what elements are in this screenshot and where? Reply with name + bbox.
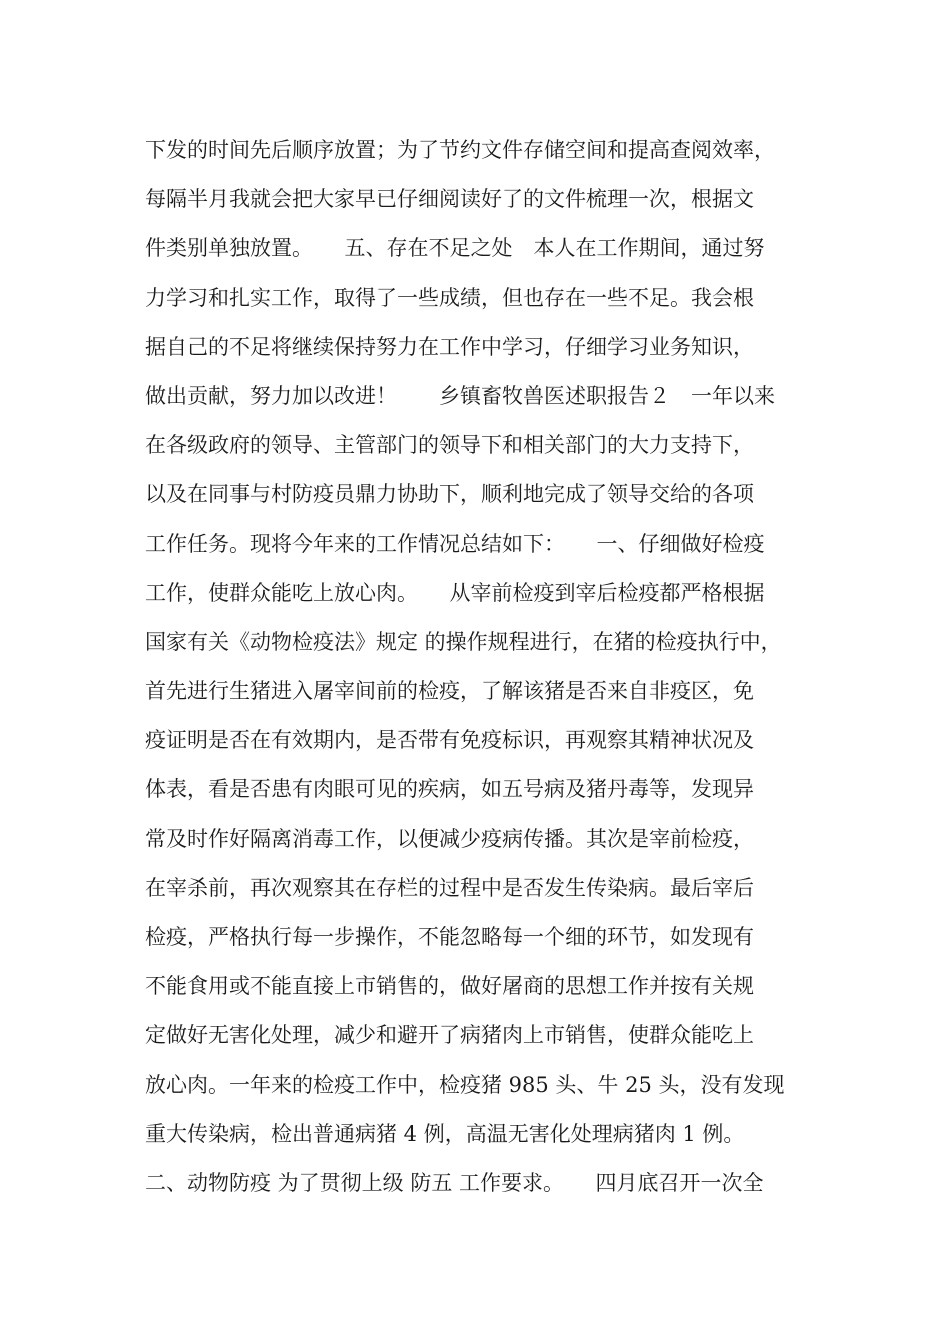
text-line: 国家有关《动物检疫法》规定 的操作规程进行，在猪的检疫执行中， [145, 629, 782, 654]
text-line: 定做好无害化处理，减少和避开了病猪肉上市销售，使群众能吃上 [145, 1023, 754, 1048]
text-line: 放心肉。一年来的检疫工作中，检疫猪 985 头、牛 25 头，没有发现 [145, 1072, 785, 1097]
text-line: 在宰杀前，再次观察其在存栏的过程中是否发生传染病。最后宰后 [145, 875, 754, 900]
text-line: 每隔半月我就会把大家早已仔细阅读好了的文件梳理一次，根据文 [145, 187, 754, 212]
body-text [145, 126, 815, 1208]
text-line: 首先进行生猪进入屠宰间前的检疫，了解该猪是否来自非疫区，免 [145, 679, 754, 704]
text-line: 做出贡献，努力加以改进！ 乡镇畜牧兽医述职报告２ 一年以来 [145, 383, 775, 408]
text-line: 工作，使群众能吃上放心肉。 从宰前检疫到宰后检疫都严格根据 [145, 580, 765, 605]
text-line: 二、动物防疫 为了贯彻上级 防五 工作要求。 四月底召开一次全 [145, 1170, 764, 1195]
text-line: 下发的时间先后顺序放置；为了节约文件存储空间和提高查阅效率， [145, 138, 775, 162]
text-line: 重大传染病，检出普通病猪 4 例，高温无害化处理病猪肉 1 例。 [145, 1121, 745, 1146]
text-line: 据自己的不足将继续保持努力在工作中学习，仔细学习业务知识， [145, 334, 754, 359]
text-line: 检疫，严格执行每一步操作，不能忽略每一个细的环节，如发现有 [145, 925, 754, 949]
text-line: 疫证明是否在有效期内，是否带有免疫标识，再观察其精神状况及 [145, 728, 754, 753]
text-line: 以及在同事与村防疫员鼎力协助下，顺利地完成了领导交给的各项 [145, 482, 754, 507]
text-line: 在各级政府的领导、主管部门的领导下和相关部门的大力支持下， [145, 433, 754, 458]
text-line: 力学习和扎实工作，取得了一些成绩，但也存在一些不足。我会根 [145, 285, 754, 310]
text-line: 常及时作好隔离消毒工作，以便减少疫病传播。其次是宰前检疫， [145, 826, 754, 851]
text-line: 工作任务。现将今年来的工作情况总结如下： 一、仔细做好检疫 [145, 531, 765, 556]
text-line: 不能食用或不能直接上市销售的，做好屠商的思想工作并按有关规 [145, 974, 754, 999]
text-line: 件类别单独放置。 五、存在不足之处 本人在工作期间，通过努 [145, 236, 765, 261]
text-line: 体表，看是否患有肉眼可见的疾病，如五号病及猪丹毒等，发现异 [145, 777, 754, 802]
